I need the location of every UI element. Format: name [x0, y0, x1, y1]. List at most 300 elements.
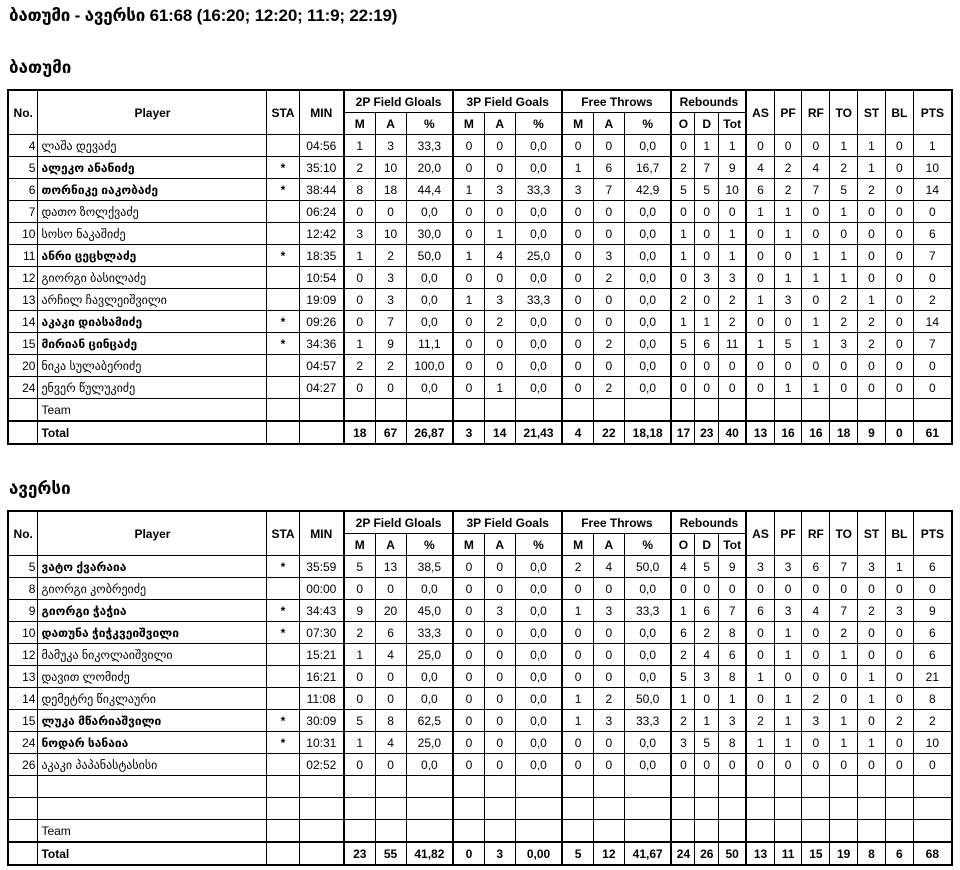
stat-cell: 0: [802, 223, 830, 245]
player-row: [8, 578, 952, 600]
starter-mark: [267, 267, 299, 289]
stat-cell: 0: [562, 311, 593, 333]
total-cell: 41,67: [624, 842, 671, 865]
stat-cell: 14: [913, 179, 952, 201]
stat-cell: 5: [695, 732, 719, 754]
stat-cell: 0: [774, 135, 802, 157]
stat-cell: 0,0: [515, 710, 562, 732]
player-row: [8, 732, 952, 754]
player-row: [8, 710, 952, 732]
total-cell: 21,43: [515, 421, 562, 444]
empty-cell: [344, 399, 375, 422]
player-number: 13: [8, 666, 38, 688]
starter-mark: *: [267, 622, 299, 644]
stat-cell: 0: [830, 355, 858, 377]
stat-cell: 0: [344, 267, 375, 289]
stat-cell: 0: [802, 732, 830, 754]
stat-cell: 0: [593, 622, 624, 644]
player-row: [8, 135, 952, 157]
player-number: 9: [8, 600, 38, 622]
empty-cell: [885, 820, 913, 843]
stat-cell: 1: [830, 732, 858, 754]
player-number: 10: [8, 223, 38, 245]
total-cell: 4: [562, 421, 593, 444]
total-cell: 23: [344, 842, 375, 865]
empty-cell: [746, 820, 774, 843]
subheader-m: M: [562, 534, 593, 556]
stat-cell: 10: [375, 157, 406, 179]
stat-cell: 2: [830, 622, 858, 644]
box-score-table-aversi: [7, 510, 953, 866]
stat-cell: 0: [746, 578, 774, 600]
header-rebounds: Rebounds: [671, 90, 746, 113]
stat-cell: 0: [830, 223, 858, 245]
stat-cell: 0,0: [624, 289, 671, 311]
stat-cell: 0: [562, 355, 593, 377]
stat-cell: 1: [802, 333, 830, 355]
stat-cell: 0: [562, 223, 593, 245]
stat-cell: 0: [830, 578, 858, 600]
game-title: ბათუმი - ავერსი 61:68 (16:20; 12:20; 11:9; 22:19): [9, 6, 398, 25]
stat-cell: 1: [774, 688, 802, 710]
stat-cell: 0,0: [515, 578, 562, 600]
total-cell: 3: [484, 842, 515, 865]
stat-cell: 3: [774, 289, 802, 311]
stat-cell: 0: [593, 311, 624, 333]
team-row: [8, 399, 952, 422]
stat-cell: 0: [858, 578, 886, 600]
player-number: 5: [8, 556, 38, 578]
stat-cell: 0,0: [515, 135, 562, 157]
stat-cell: 2: [830, 311, 858, 333]
stat-cell: 0: [858, 622, 886, 644]
stat-cell: 0: [593, 355, 624, 377]
stat-cell: 0: [453, 732, 484, 754]
stat-cell: 2: [774, 157, 802, 179]
starter-mark: *: [267, 556, 299, 578]
empty-cell: [746, 399, 774, 422]
empty-cell: [774, 820, 802, 843]
stat-cell: 1: [746, 289, 774, 311]
header-st: ST: [858, 511, 886, 556]
subheader-percent: %: [515, 534, 562, 556]
stat-cell: 0: [453, 644, 484, 666]
stat-cell: 0: [885, 666, 913, 688]
blank-row: [8, 798, 952, 820]
player-row: [8, 355, 952, 377]
blank-row-label: [38, 798, 267, 820]
player-name: ნოდარ სანაია: [38, 732, 267, 754]
stat-cell: 0: [671, 267, 695, 289]
total-cell: 23: [695, 421, 719, 444]
empty-cell: [719, 798, 747, 820]
player-number: 7: [8, 201, 38, 223]
stat-cell: 0: [746, 223, 774, 245]
stat-cell: 0: [593, 666, 624, 688]
stat-cell: 9: [913, 600, 952, 622]
stat-cell: 0: [671, 578, 695, 600]
stat-cell: 0: [562, 666, 593, 688]
empty-cell: [913, 776, 952, 798]
empty-cell: [885, 399, 913, 422]
stat-cell: 0: [802, 666, 830, 688]
empty-cell: [375, 399, 406, 422]
total-cell: 3: [453, 421, 484, 444]
empty-cell: [515, 820, 562, 843]
total-cell: 18: [344, 421, 375, 444]
stat-cell: 0,0: [406, 267, 453, 289]
empty-cell: [267, 842, 299, 865]
stat-cell: 33,3: [515, 289, 562, 311]
stat-cell: 0: [562, 754, 593, 776]
stat-cell: 0,0: [624, 135, 671, 157]
total-cell: 19: [830, 842, 858, 865]
empty-cell: [774, 399, 802, 422]
stat-cell: 6: [593, 157, 624, 179]
stat-cell: 1: [344, 135, 375, 157]
stat-cell: 0,0: [515, 732, 562, 754]
stat-cell: 0: [484, 333, 515, 355]
player-row: [8, 245, 952, 267]
stat-cell: 0: [484, 201, 515, 223]
stat-cell: 0: [774, 578, 802, 600]
empty-cell: [624, 820, 671, 843]
stat-cell: 1: [830, 135, 858, 157]
stat-cell: 0: [593, 201, 624, 223]
stat-cell: 7: [830, 600, 858, 622]
stat-cell: 0: [593, 732, 624, 754]
stat-cell: 0,0: [406, 578, 453, 600]
stat-cell: 1: [774, 377, 802, 399]
player-row: [8, 666, 952, 688]
stat-cell: 0: [802, 135, 830, 157]
stat-cell: 2: [671, 289, 695, 311]
stat-cell: 0: [484, 355, 515, 377]
header-rf: RF: [802, 90, 830, 135]
subheader-a: A: [484, 534, 515, 556]
total-cell: 18: [830, 421, 858, 444]
stat-cell: 0,0: [515, 556, 562, 578]
stat-cell: 2: [802, 688, 830, 710]
player-name: ენვერ წულუკიძე: [38, 377, 267, 399]
minutes: 09:26: [299, 311, 344, 333]
starter-mark: *: [267, 179, 299, 201]
empty-cell: [484, 399, 515, 422]
stat-cell: 0: [562, 377, 593, 399]
stat-cell: 0: [913, 578, 952, 600]
stat-cell: 6: [695, 333, 719, 355]
total-cell: 0: [453, 842, 484, 865]
stat-cell: 0: [719, 201, 747, 223]
empty-cell: [802, 776, 830, 798]
header-as: AS: [746, 511, 774, 556]
stat-cell: 0: [885, 245, 913, 267]
player-name: არჩილ ჩავლეიშვილი: [38, 289, 267, 311]
stat-cell: 3: [885, 600, 913, 622]
stat-cell: 3: [484, 179, 515, 201]
stat-cell: 5: [774, 333, 802, 355]
stat-cell: 3: [375, 135, 406, 157]
empty-cell: [406, 820, 453, 843]
stat-cell: 0: [484, 666, 515, 688]
stat-cell: 6: [913, 622, 952, 644]
stat-cell: 0: [695, 201, 719, 223]
stat-cell: 2: [344, 622, 375, 644]
total-row: [8, 842, 952, 865]
player-name: სოსო ნაკაშიძე: [38, 223, 267, 245]
stat-cell: 1: [695, 710, 719, 732]
stat-cell: 1: [802, 377, 830, 399]
stat-cell: 0,0: [515, 355, 562, 377]
stat-cell: 11: [719, 333, 747, 355]
empty-cell: [671, 399, 695, 422]
empty-cell: [858, 820, 886, 843]
stat-cell: 0: [774, 311, 802, 333]
stat-cell: 1: [913, 135, 952, 157]
stat-cell: 33,3: [406, 622, 453, 644]
empty-cell: [671, 776, 695, 798]
starter-mark: *: [267, 732, 299, 754]
stat-cell: 0: [885, 688, 913, 710]
stat-cell: 0: [695, 688, 719, 710]
stat-cell: 0: [453, 223, 484, 245]
stat-cell: 7: [802, 179, 830, 201]
player-name: ალეკო ანანიძე: [38, 157, 267, 179]
stat-cell: 0,0: [406, 311, 453, 333]
total-row: [8, 421, 952, 444]
total-cell: 26,87: [406, 421, 453, 444]
stat-cell: 0: [802, 201, 830, 223]
stat-cell: 0: [830, 754, 858, 776]
stat-cell: 0: [858, 355, 886, 377]
stat-cell: 0: [885, 355, 913, 377]
stat-cell: 0: [746, 267, 774, 289]
stat-cell: 7: [719, 600, 747, 622]
stat-cell: 0: [484, 135, 515, 157]
starter-mark: [267, 578, 299, 600]
stat-cell: 7: [830, 556, 858, 578]
empty-cell: [885, 776, 913, 798]
stat-cell: 0: [774, 355, 802, 377]
stat-cell: 1: [774, 223, 802, 245]
empty-cell: [858, 399, 886, 422]
empty-cell: [671, 820, 695, 843]
stat-cell: 0: [885, 732, 913, 754]
total-cell: 50: [719, 842, 747, 865]
stat-cell: 0,0: [515, 157, 562, 179]
empty-cell: [830, 798, 858, 820]
stat-cell: 1: [830, 644, 858, 666]
stat-cell: 5: [830, 179, 858, 201]
stat-cell: 6: [671, 622, 695, 644]
stat-cell: 3: [719, 710, 747, 732]
player-number: 11: [8, 245, 38, 267]
stat-cell: 3: [830, 333, 858, 355]
stat-cell: 0: [885, 578, 913, 600]
stat-cell: 1: [719, 245, 747, 267]
stat-cell: 0: [453, 754, 484, 776]
stat-cell: 1: [484, 223, 515, 245]
empty-cell: [8, 820, 38, 843]
empty-cell: [562, 820, 593, 843]
empty-cell: [746, 776, 774, 798]
empty-cell: [453, 399, 484, 422]
minutes: 04:56: [299, 135, 344, 157]
stat-cell: 3: [593, 710, 624, 732]
starter-mark: [267, 135, 299, 157]
stat-cell: 2: [858, 179, 886, 201]
subheader-percent: %: [624, 113, 671, 135]
empty-cell: [453, 798, 484, 820]
stat-cell: 1: [885, 556, 913, 578]
stat-cell: 0: [858, 223, 886, 245]
empty-cell: [299, 798, 344, 820]
stat-cell: 0: [562, 732, 593, 754]
stat-cell: 6: [913, 644, 952, 666]
player-number: 8: [8, 578, 38, 600]
stat-cell: 0: [593, 135, 624, 157]
stat-cell: 0: [562, 267, 593, 289]
stat-cell: 6: [913, 223, 952, 245]
stat-cell: 0: [885, 333, 913, 355]
stat-cell: 0,0: [515, 600, 562, 622]
stat-cell: 0: [453, 311, 484, 333]
minutes: 16:21: [299, 666, 344, 688]
stat-cell: 0: [802, 622, 830, 644]
stat-cell: 5: [671, 179, 695, 201]
subheader-o: O: [671, 534, 695, 556]
stat-cell: 0: [913, 754, 952, 776]
stat-cell: 1: [671, 600, 695, 622]
subheader-m: M: [344, 113, 375, 135]
stat-cell: 0: [344, 289, 375, 311]
stat-cell: 2: [671, 710, 695, 732]
stat-cell: 0,0: [624, 223, 671, 245]
stat-cell: 0,0: [515, 666, 562, 688]
stat-cell: 33,3: [624, 600, 671, 622]
stat-cell: 0: [695, 223, 719, 245]
stat-cell: 0: [858, 377, 886, 399]
stat-cell: 1: [344, 245, 375, 267]
stat-cell: 0,0: [624, 333, 671, 355]
stat-cell: 0,0: [624, 245, 671, 267]
team-row: [8, 820, 952, 843]
team-name-batumi: ბათუმი: [9, 58, 72, 77]
stat-cell: 2: [593, 688, 624, 710]
empty-cell: [267, 820, 299, 843]
stat-cell: 0: [453, 157, 484, 179]
stat-cell: 4: [593, 556, 624, 578]
stat-cell: 0,0: [624, 644, 671, 666]
stat-cell: 5: [671, 666, 695, 688]
stat-cell: 0,0: [624, 377, 671, 399]
stat-cell: 4: [802, 600, 830, 622]
stat-cell: 0,0: [624, 666, 671, 688]
player-number: 24: [8, 377, 38, 399]
stat-cell: 0: [885, 644, 913, 666]
stat-cell: 2: [375, 245, 406, 267]
stat-cell: 8: [344, 179, 375, 201]
total-cell: 0,00: [515, 842, 562, 865]
stat-cell: 16,7: [624, 157, 671, 179]
stat-cell: 0: [858, 267, 886, 289]
stat-cell: 1: [830, 710, 858, 732]
empty-cell: [671, 798, 695, 820]
stat-cell: 0: [453, 688, 484, 710]
stat-cell: 0: [375, 688, 406, 710]
stat-cell: 1: [774, 710, 802, 732]
minutes: 00:00: [299, 578, 344, 600]
stat-cell: 50,0: [406, 245, 453, 267]
subheader-o: O: [671, 113, 695, 135]
stat-cell: 62,5: [406, 710, 453, 732]
total-cell: 13: [746, 842, 774, 865]
header-pts: PTS: [913, 511, 952, 556]
stat-cell: 8: [719, 666, 747, 688]
stat-cell: 0: [453, 600, 484, 622]
subheader-m: M: [562, 113, 593, 135]
stat-cell: 0,0: [624, 201, 671, 223]
stat-cell: 0: [484, 267, 515, 289]
header-player: Player: [38, 90, 267, 135]
stat-cell: 3: [484, 600, 515, 622]
stat-cell: 9: [344, 600, 375, 622]
player-name: ვატო ქვარაია: [38, 556, 267, 578]
player-name: დათუნა ჭიჭკვეიშვილი: [38, 622, 267, 644]
minutes: 30:09: [299, 710, 344, 732]
stat-cell: 3: [484, 289, 515, 311]
player-number: 14: [8, 688, 38, 710]
stat-cell: 2: [593, 377, 624, 399]
stat-cell: 9: [719, 556, 747, 578]
stat-cell: 0: [746, 135, 774, 157]
stat-cell: 2: [344, 157, 375, 179]
stat-cell: 0: [562, 644, 593, 666]
stat-cell: 0,0: [515, 622, 562, 644]
stat-cell: 0,0: [515, 311, 562, 333]
player-row: [8, 179, 952, 201]
header-as: AS: [746, 90, 774, 135]
starter-mark: [267, 289, 299, 311]
stat-cell: 2: [562, 556, 593, 578]
stat-cell: 1: [802, 311, 830, 333]
stat-cell: 2: [858, 311, 886, 333]
stat-cell: 6: [695, 600, 719, 622]
subheader-a: A: [375, 113, 406, 135]
stat-cell: 0,0: [406, 289, 453, 311]
stat-cell: 2: [593, 267, 624, 289]
stat-cell: 1: [774, 267, 802, 289]
stat-cell: 1: [746, 666, 774, 688]
stat-cell: 0: [746, 311, 774, 333]
stat-cell: 2: [719, 289, 747, 311]
empty-cell: [624, 798, 671, 820]
stat-cell: 0: [484, 556, 515, 578]
stat-cell: 8: [375, 710, 406, 732]
empty-cell: [593, 798, 624, 820]
starter-mark: [267, 688, 299, 710]
empty-cell: [8, 798, 38, 820]
stat-cell: 5: [695, 556, 719, 578]
header-no: No.: [8, 511, 38, 556]
starter-mark: *: [267, 245, 299, 267]
header-no: No.: [8, 90, 38, 135]
empty-cell: [593, 820, 624, 843]
stat-cell: 0: [802, 578, 830, 600]
stat-cell: 3: [671, 732, 695, 754]
stat-cell: 0: [344, 578, 375, 600]
stat-cell: 0: [344, 688, 375, 710]
